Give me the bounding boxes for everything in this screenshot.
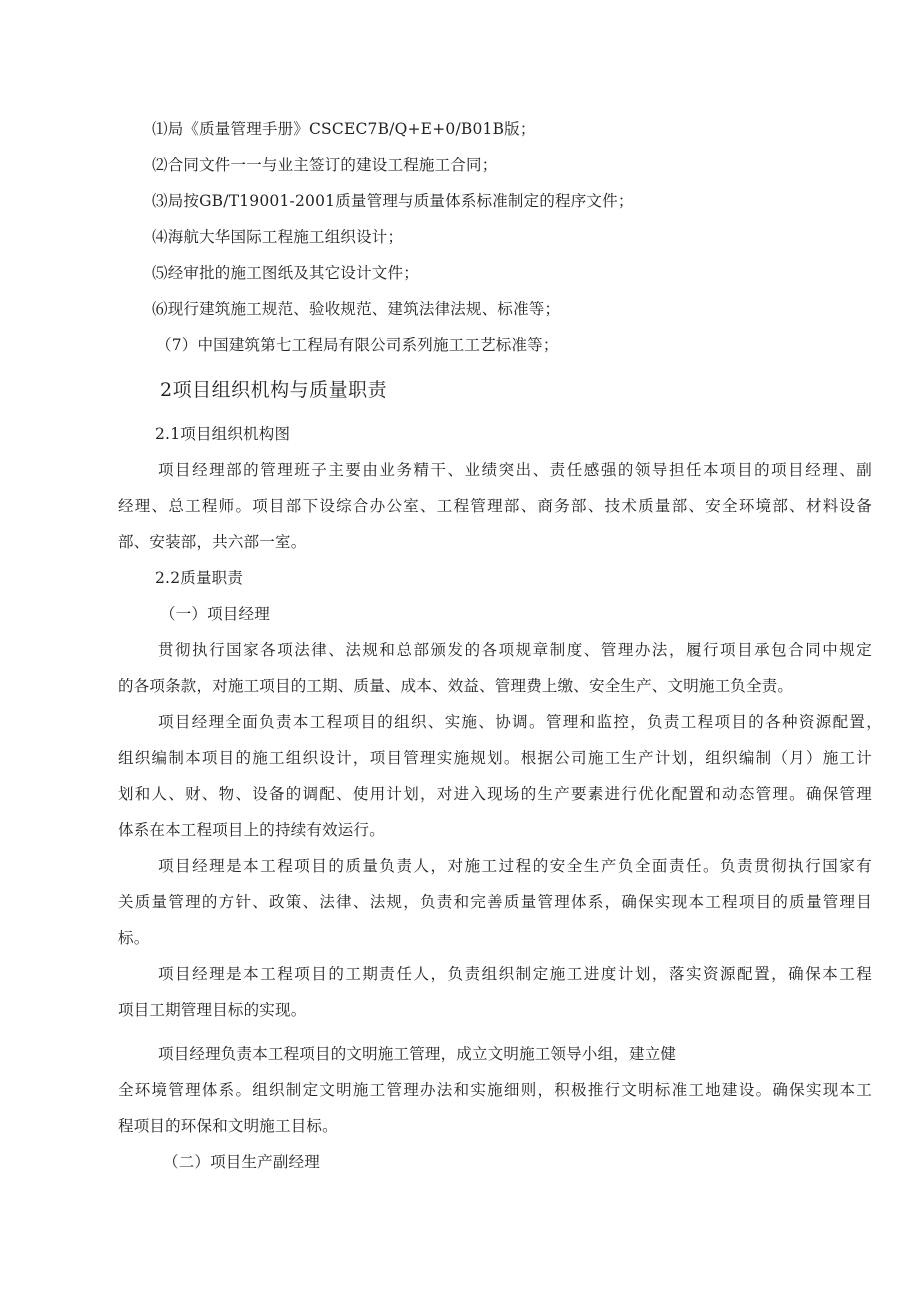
paragraph-line: 体系在本工程项目上的持续有效运行。: [118, 821, 385, 839]
reference-item-7: （7）中国建筑第七工程局有限公司系列施工工艺标准等；: [156, 336, 559, 354]
paragraph-line: 项目工期管理目标的实现。: [118, 1001, 307, 1019]
paragraph-line: 经理、总工程师。项目部下设综合办公室、工程管理部、商务部、技术质量部、安全环境部、材料设备: [118, 497, 872, 515]
reference-item-2: ⑵合同文件一一与业主签订的建设工程施工合同；: [152, 156, 498, 174]
role-heading-project-manager: （一）项目经理: [160, 605, 270, 623]
paragraph-line: 的各项条款，对施工项目的工期、质量、成本、效益、管理费上缴、安全生产、文明施工负全责。: [118, 677, 794, 695]
paragraph-line: 项目经理全面负责本工程项目的组织、实施、协调。管理和监控，负责工程项目的各种资源配置，: [158, 713, 882, 731]
paragraph-line: 项目经理部的管理班子主要由业务精干、业绩突出、责任感强的领导担任本项目的项目经理、副: [158, 461, 872, 479]
paragraph-line: 关质量管理的方针、政策、法律、法规，负责和完善质量管理体系，确保实现本工程项目的质量管理目: [118, 893, 872, 911]
section-heading: 2项目组织机构与质量职责: [160, 379, 388, 401]
reference-item-5: ⑸经审批的施工图纸及其它设计文件；: [152, 264, 419, 282]
paragraph-line: 程项目的环保和文明施工目标。: [118, 1117, 338, 1135]
paragraph-line: 标。: [118, 929, 150, 947]
paragraph-line: 贯彻执行国家各项法律、法规和总部颁发的各项规章制度、管理办法，履行项目承包合同中规定: [158, 641, 872, 659]
paragraph-line: 项目经理是本工程项目的工期责任人，负责组织制定施工进度计划，落实资源配置，确保本工程: [158, 965, 872, 983]
role-heading-deputy-manager: （二）项目生产副经理: [163, 1153, 321, 1171]
paragraph-line: 划和人、财、物、设备的调配、使用计划，对进入现场的生产要素进行优化配置和动态管理。确保管理: [118, 785, 872, 803]
reference-item-6: ⑹现行建筑施工规范、验收规范、建筑法律法规、标准等；: [152, 300, 561, 318]
paragraph-line: 部、安装部，共六部一室。: [118, 533, 307, 551]
reference-item-1: ⑴局《质量管理手册》CSCEC7B/Q+E+0/B01B版；: [152, 120, 536, 138]
paragraph-line: 项目经理是本工程项目的质量负责人，对施工过程的安全生产负全面责任。负责贯彻执行国家有: [158, 857, 872, 875]
subsection-heading-2-2: 2.2质量职责: [155, 569, 244, 587]
paragraph-line: 组织编制本项目的施工组织设计，项目管理实施规划。根据公司施工生产计划，组织编制（月）施工计: [118, 749, 872, 767]
paragraph-line: 项目经理负责本工程项目的文明施工管理，成立文明施工领导小组，建立健: [158, 1045, 677, 1063]
reference-item-4: ⑷海航大华国际工程施工组织设计；: [152, 228, 404, 246]
reference-item-3: ⑶局按GB/T19001-2001质量管理与质量体系标准制定的程序文件；: [152, 192, 634, 210]
subsection-heading-2-1: 2.1项目组织机构图: [155, 425, 291, 443]
paragraph-line: 全环境管理体系。组织制定文明施工管理办法和实施细则，积极推行文明标准工地建设。确保实现本工: [118, 1081, 872, 1099]
